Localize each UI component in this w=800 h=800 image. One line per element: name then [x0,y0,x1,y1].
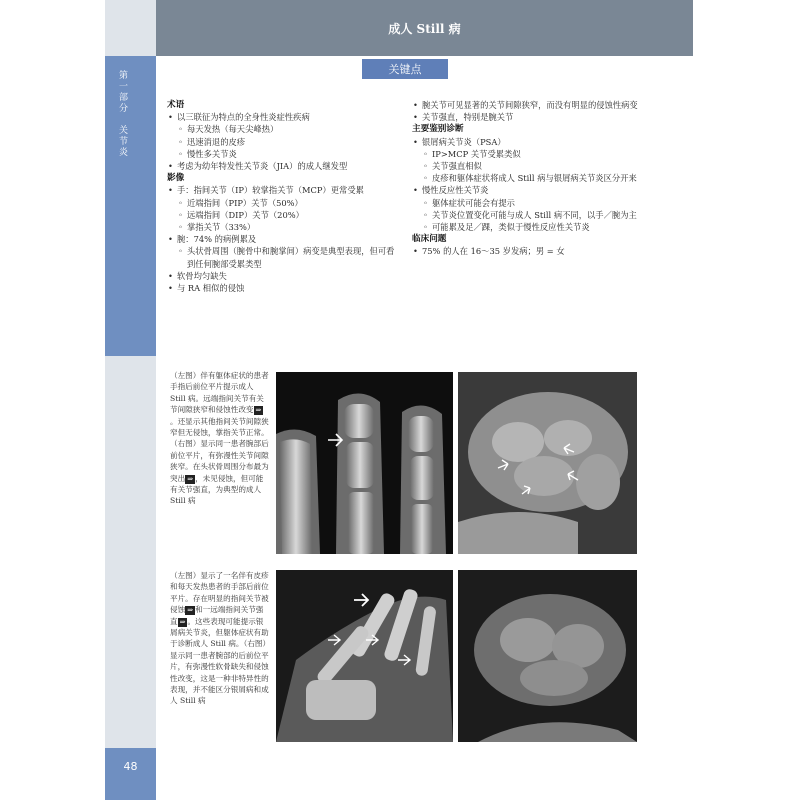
list-item: ◦ 每天发热（每天尖峰热） [167,123,395,135]
list-item: • 考虑为幼年特发性关节炎（JIA）的成人继发型 [167,160,395,172]
section-heading: 主要鉴别诊断 [412,124,464,135]
section-heading: 术语 [167,100,185,110]
key-points-left-column [167,99,395,294]
list-item: • 以三联征为特点的全身性炎症性疾病 [167,111,395,123]
page-number: 48 [123,760,138,773]
list-item: ◦ 关节炎位置变化可能与成人 Still 病不同，以手／腕为主 [412,209,652,221]
section-heading: 影像 [167,173,185,184]
arrow-marker-icon: ⇒ [187,474,194,483]
list-item: ◦ 掌指关节（33%） [167,221,395,233]
key-points-label: 关键点 [362,59,448,79]
list-item: ◦ 皮疹和躯体症状将成人 Still 病与银屑病关节炎区分开来 [412,172,652,184]
list-item: ◦ 远端指间（DIP）关节（20%） [167,209,395,221]
arrow-marker-icon: ⇒ [255,406,262,415]
key-points-right-column [412,99,652,258]
arrow-marker-icon: ⇒ [179,617,186,626]
list-item: ◦ IP>MCP 关节受累类似 [412,148,652,160]
xray-fingers-image [276,372,453,554]
list-item: ◦ 头状骨周围（腕骨中和腕掌间）病变是典型表现，但可看到任何腕部受累类型 [167,245,395,269]
list-item: ◦ 关节强直相似 [412,160,652,172]
list-item: ◦ 近端指间（PIP）关节（50%） [167,197,395,209]
list-item: ◦ 躯体症状可能会有提示 [412,197,652,209]
side-tab-label: 第一部分 关节炎 [117,70,127,158]
xray-hand-image [276,570,453,742]
page-footer-box [105,748,156,800]
xray-wrist-2-image [458,570,637,742]
figure-caption-2: （左图）显示了一名伴有皮疹和每天发热患者的手部后前位平片。存在明显的指间关节被侵蚀 ⇒ 和一远端指间关节强直 ⇒ 。这些表现可能提示银屑病关节炎，但躯体症状有助于诊断成人 Still 病。（右图）显示同一患者腕部的后前位平片，有弥漫性软骨缺失和侵蚀性改变，这是一种非特异性的表现，并不能区分银屑病和成人 Still 病 [170,571,269,706]
list-item: • 银屑病关节炎（PSA） [412,136,652,148]
list-item: • 手：指间关节（IP）较掌指关节（MCP）更常受累 [167,184,395,196]
list-item: • 关节强直，特别是腕关节 [412,111,652,123]
list-item: • 慢性反应性关节炎 [412,184,652,196]
list-item: ◦ 迅速消退的皮疹 [167,136,395,148]
list-item: ◦ 可能累及足／踝，类似于慢性反应性关节炎 [412,221,652,233]
list-item: • 软骨均匀缺失 [167,270,395,282]
list-item: • 腕：74% 的病例累及 [167,233,395,245]
section-heading: 临床问题 [412,234,447,245]
figure-caption-1: （左图）伴有躯体症状的患者手指后前位平片提示成人 Still 病。远端指间关节有关节间隙狭窄和侵蚀性改变 ⇒。还显示其他指间关节间隙狭窄但无侵蚀，掌指关节正常。（右图）显示同一患者腕部后前位平片，有弥漫性关节间隙狭窄。在头状骨周围分布最为突出 ⇒ ，未见侵蚀，但可能有关节强直，为典型的成人 Still 病 [170,371,269,506]
list-item: • 与 RA 相似的侵蚀 [167,282,395,294]
list-item: • 75% 的人在 16～35 岁发病；男 = 女 [412,245,652,257]
xray-wrist-image [458,372,637,554]
section-side-tab [105,56,156,356]
list-item: ◦ 慢性多关节炎 [167,148,395,160]
arrow-marker-icon: ⇒ [187,606,194,615]
page-title: 成人 Still 病 [156,0,693,56]
list-item: • 腕关节可见显著的关节间隙狭窄，而没有明显的侵蚀性病变 [412,99,652,111]
